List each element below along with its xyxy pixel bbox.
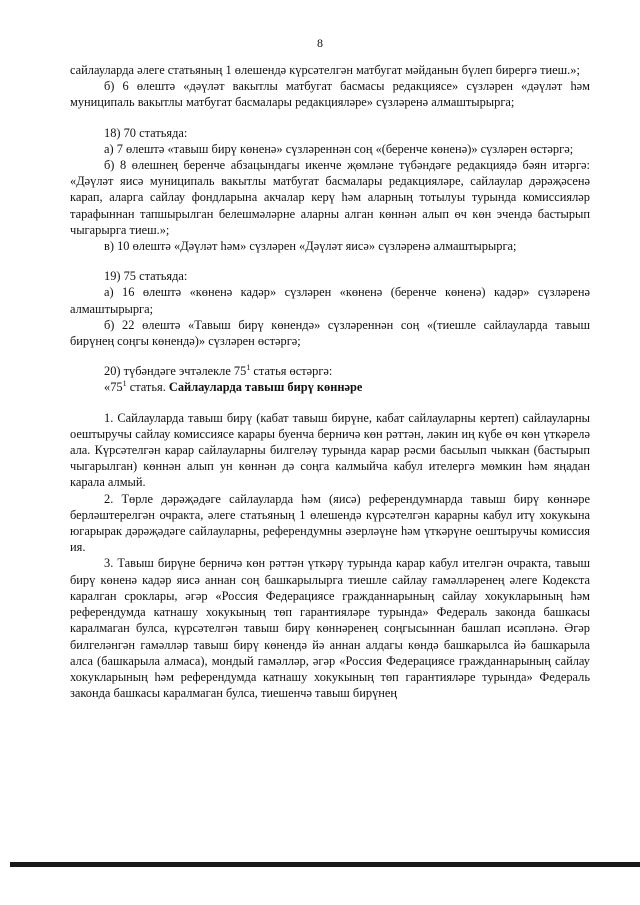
paragraph: б) 6 өлештә «дәүләт вакытлы матбугат басмасы редакциясе» сүзләрен «дәүләт һәм муниципаль вакытлы матбугат басмалары редакцияләре» сүзләренә алмаштырырга; xyxy=(70,79,590,110)
paragraph: а) 16 өлештә «көненә кадәр» сүзләрен «көненә (беренче көненә) кадәр» сүзләренә алмаштырырга; xyxy=(70,285,590,316)
article-heading: 18) 70 статьяда: xyxy=(104,125,188,140)
paragraph: а) 7 өлештә «тавыш бирү көненә» сүзләреннән соң «(беренче көненә)» сүзләрен өстәргә; xyxy=(104,141,574,156)
document-body xyxy=(70,62,590,701)
article-heading: 20) түбәндәге эчтәлекле $75^1$ статья өстәргә: xyxy=(104,363,333,379)
paragraph: 3. Тавыш бирүне берничә көн рәттән үткәрү турында карар кабул ителгән очракта, тавыш бирү көненә кадәр яисә аннан соң башкарылырга тиешле сайлау гамәлләренең әлеге Кодекста каралган сроклары, әгәр «Россия Федерациясе гражданнарының сайлау хокукларының һәм референдумда катнашу хокукының төп гарантияләре турында» Федераль законда башкасы каралмаган булса, күрсәтелгән тавыш бирү көннәренең соңгысыннан башлап исәпләнә. Әгәр билгеләнгән гамәлләр тавыш бирү көнендә йә аннан алдагы көндә башкарылса йә башкарыла алса (башкарыла алмаса), мондый гамәлләр, әгәр «Россия Федерациясе гражданнарының сайлау хокукларының һәм референдумда катнашу хокукының төп гарантияләре турында» Федераль законда башкасы каралмаган булса, тиешенчә тавыш бирүнең xyxy=(70,556,590,701)
scan-border-line xyxy=(10,862,640,867)
paragraph: 2. Төрле дәрәҗәдәге сайлауларда һәм (яисә) референдумнарда тавыш бирү көннәре берләштерелгән очракта, әлеге статьяның 1 өлешендә күрсәтелгән карарны кабул итү хокукына югарырак дәрәҗәдәге сайлауларны, референдумны әзерләүне һәм үткәрүне оештыручы комиссия ия. xyxy=(70,491,590,555)
article-heading: 19) 75 статьяда: xyxy=(104,269,188,284)
paragraph: сайлауларда әлеге статьяның 1 өлешендә күрсәтелгән матбугат мәйданын бүлеп бирергә тиеш.»; xyxy=(70,63,580,77)
paragraph: 1. Сайлауларда тавыш бирү (кабат тавыш бирүне, кабат сайлауларны кертеп) сайлауларны оештыручы сайлау комиссиясе карары буенча берничә көн рәттән, ләкин иң күбе өч көн үткәрелә ала. Күрсәтелгән карар сайлауларны билгеләү турында карар рәсми басылып чыккан (бастырып чыгарылган) көннән алып ун көннән дә соңга калмыйча кабул ителергә мөмкин һәм яңадан карала алмый. xyxy=(70,410,590,490)
new-article-title: «$75^1$ статья. Сайлауларда тавыш бирү көннәре xyxy=(104,379,363,395)
paragraph: б) 8 өлешнең беренче абзацындагы икенче җөмләне түбәндәге редакциядә бәян итәргә: «Дәүләт яисә муниципаль вакытлы матбугат басмалары редакцияләре, сайлаулар дәрәҗәсенә карап, аларга сайлау фондларына акчалар керү һәм аларның тотылуы турында комиссияләр тарафыннан тапшырылган белешмәләрне аларны алган көннән алып өч көн эчендә бастырып чыгарырга тиеш.»; xyxy=(70,158,590,237)
page-number: 8 xyxy=(317,36,323,50)
paragraph: б) 22 өлештә «Тавыш бирү көнендә» сүзләреннән соң «(тиешле сайлауларда тавыш бирүнең соңгы көнендә)» сүзләрен өстәргә; xyxy=(70,317,590,349)
paragraph: в) 10 өлештә «Дәүләт һәм» сүзләрен «Дәүләт яисә» сүзләренә алмаштырырга; xyxy=(104,239,517,254)
